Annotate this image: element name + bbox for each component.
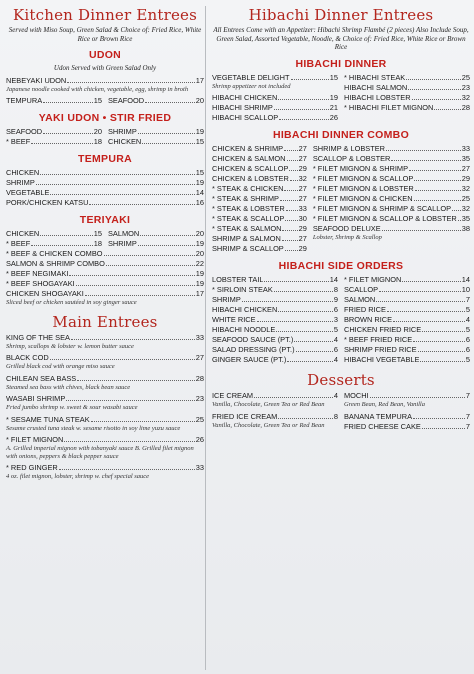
- teriyaki-grid: [6, 229, 204, 249]
- menu-item: * FILET MIGNON 26: [6, 435, 204, 444]
- kitchen-title: Kitchen Dinner Entrees: [12, 6, 198, 24]
- item-desc: Grilled black cod with orange miso sauce: [6, 363, 115, 370]
- menu-item: CHICKEN 15: [108, 137, 204, 146]
- hibachi-dinner-grid: [212, 73, 470, 124]
- menu-item: CHICKEN SHOGAYAKI 17: [6, 289, 204, 298]
- menu-item: HIBACHI SCALLOP 26: [212, 113, 338, 122]
- menu-item: * BEEF 18: [6, 137, 102, 146]
- menu-item: * HIBACHI STEAK 25: [344, 72, 470, 82]
- right-column: [212, 0, 470, 432]
- menu-item: HIBACHI LOBSTER 32: [344, 92, 470, 102]
- menu-item: * RED GINGER 33: [6, 463, 204, 472]
- menu-item: SEAFOOD DELUXE 38: [312, 224, 470, 233]
- hibachi-side-heading: HIBACHI SIDE ORDERS: [278, 260, 404, 272]
- menu-item: CHICKEN 15: [6, 229, 102, 238]
- menu-item: ICE CREAM 4: [212, 391, 338, 400]
- yaki-heading: YAKI UDON • STIR FRIED: [38, 112, 172, 124]
- menu-item: SALMON & SHRIMP COMBO 22: [6, 259, 204, 268]
- menu-item: MOCHI 7: [344, 391, 470, 400]
- menu-item: SALMON 7: [344, 295, 470, 304]
- menu-item: * FILET MIGNON & CHICKEN 25: [312, 194, 470, 203]
- menu-item: * BEEF & CHICKEN COMBO 20: [6, 249, 204, 258]
- menu-item: SHRIMP & SCALLOP 29: [212, 244, 307, 253]
- item-desc: Sesame crusted tuna steak w. sesame risotto in soy lime yuzu sauce: [6, 424, 181, 432]
- menu-item: HIBACHI SHRIMP 21: [212, 103, 338, 112]
- menu-item: SHRIMP 19: [108, 127, 204, 136]
- menu-item: HIBACHI CHICKEN 19: [212, 93, 338, 102]
- menu-item: CHICKEN FRIED RICE 5: [344, 325, 470, 334]
- menu-item: CHICKEN & SCALLOP 29: [212, 164, 307, 173]
- menu-item: SHRIMP 9: [212, 295, 338, 304]
- menu-item: * FILET MIGNON 14: [344, 275, 470, 284]
- menu-item: * FILET MIGNON & SCALLOP 29: [312, 174, 470, 183]
- menu-item: SHRIMP 19: [108, 239, 204, 248]
- menu-item: CHICKEN 15: [6, 168, 204, 177]
- hibachi-title: Hibachi Dinner Entrees: [248, 6, 434, 24]
- menu-item: HIBACHI SALMON 23: [344, 82, 470, 92]
- left-column: [6, 0, 204, 484]
- menu-item: * BEEF NEGIMAKI 19: [6, 269, 204, 278]
- menu-item: * FILET MIGNON & SCALLOP & LOBSTER 35: [312, 214, 470, 223]
- menu-item: PORK/CHICKEN KATSU 16: [6, 198, 204, 207]
- menu-item: FRIED CHEESE CAKE 7: [344, 421, 470, 431]
- item-desc: 4 oz. filet mignon, lobster, shrimp w. chef special sauce: [6, 473, 150, 480]
- menu-item: * STEAK & SALMON 29: [212, 224, 307, 233]
- menu-item: SHRIMP & LOBSTER 33: [312, 144, 470, 153]
- menu-item: KING OF THE SEA 33: [6, 332, 204, 342]
- desserts-title: Desserts: [307, 371, 375, 389]
- menu-item: CHICKEN & SHRIMP 27: [212, 144, 307, 153]
- item-desc: Steamed sea bass with chives, black bean sauce: [6, 383, 131, 391]
- hibachi-combo-grid: [212, 144, 470, 254]
- hibachi-dinner-heading: HIBACHI DINNER: [295, 57, 387, 70]
- menu-item: * HIBACHI FILET MIGNON 28: [344, 102, 470, 112]
- menu-item: CHILEAN SEA BASS 28: [6, 373, 204, 383]
- main-entrees-title: Main Entrees: [52, 312, 158, 331]
- teriyaki-heading: TERIYAKI: [79, 214, 131, 226]
- menu-item: SHRIMP 19: [6, 178, 204, 187]
- menu-item: SHRIMP FRIED RICE 6: [344, 345, 470, 354]
- menu-item: FRIED ICE CREAM 8: [212, 411, 338, 421]
- menu-item: WHITE RICE 3: [212, 315, 338, 324]
- item-desc: Shrimp, scallops & lobster w. lemon butter sauce: [6, 342, 134, 350]
- menu-item: SHRIMP & SALMON 27: [212, 234, 307, 243]
- hibachi-subtitle: All Entrees Come with an Appetizer: Hibachi Shrimp Flambé (2 pieces) Also Include Soup, Green Salad, Assorted Vegetable, Noodle, & Choice of: Fried Rice, White Rice or Brown Rice: [213, 26, 469, 51]
- udon-note: Udon Served with Green Salad Only: [53, 64, 157, 72]
- menu-item: * FILET MIGNON & SHRIMP & SCALLOP 32: [312, 204, 470, 213]
- item-desc: Vanilla, Chocolate, Green Tea or Red Bean: [212, 421, 325, 429]
- menu-item: LOBSTER TAIL 14: [212, 275, 338, 284]
- menu-item: * FILET MIGNON & SHRIMP 27: [312, 164, 470, 173]
- menu-item: BANANA TEMPURA 7: [344, 411, 470, 421]
- kitchen-subtitle: Served with Miso Soup, Green Salad & Choice of: Fried Rice, White Rice or Brown Rice: [8, 26, 202, 43]
- menu-item: VEGETABLE 14: [6, 188, 204, 197]
- menu-item: SEAFOOD 20: [108, 96, 204, 105]
- menu-item: * STEAK & LOBSTER 33: [212, 204, 307, 213]
- menu-item: * STEAK & CHICKEN 27: [212, 184, 307, 193]
- hibachi-side-grid: [212, 275, 470, 365]
- menu-item: SCALLOP 10: [344, 285, 470, 294]
- menu-item: SEAFOOD SAUCE (PT.) 4: [212, 335, 338, 344]
- menu-item: * STEAK & SHRIMP 27: [212, 194, 307, 203]
- item-desc: Shrimp appetizer not included: [212, 82, 291, 90]
- menu-item: CHICKEN & SALMON 27: [212, 154, 307, 163]
- item-desc: A. Grilled imperial mignon with tobanyaki sauce B. Grilled filet mignon with onions, peppers & black pepper sauce: [6, 445, 194, 460]
- item-desc: Lobster, Shrimp & Scallop: [312, 234, 382, 241]
- item-desc: Vanilla, Chocolate, Green Tea or Red Bean: [212, 401, 325, 408]
- menu-item: GINGER SAUCE (PT.) 4: [212, 355, 338, 364]
- item-desc: Fried jumbo shrimp w. sweet & sour wasabi sauce: [6, 404, 138, 411]
- menu-item: HIBACHI NOODLE 5: [212, 325, 338, 334]
- yaki-grid: [6, 127, 204, 147]
- menu-item: * SIRLOIN STEAK 8: [212, 285, 338, 294]
- menu-item: * BEEF 18: [6, 239, 102, 248]
- menu-item: * BEEF SHOGAYAKI 19: [6, 279, 204, 288]
- menu-item: HIBACHI VEGETABLE 5: [344, 355, 470, 364]
- menu-item: SALAD DRESSING (PT.) 6: [212, 345, 338, 354]
- menu-item: SCALLOP & LOBSTER 35: [312, 154, 470, 163]
- menu-item: TEMPURA 15: [6, 96, 102, 105]
- menu-item: VEGETABLE DELIGHT 15: [212, 72, 338, 82]
- menu-item: WASABI SHRIMP 23: [6, 394, 204, 403]
- menu-item: FRIED RICE 5: [344, 305, 470, 314]
- menu-item: BROWN RICE 4: [344, 315, 470, 324]
- tempura-heading: TEMPURA: [77, 153, 132, 165]
- menu-item: NEBEYAKI UDON 17: [6, 75, 204, 85]
- desserts-grid: [212, 391, 470, 432]
- menu-item: BLACK COD 27: [6, 353, 204, 362]
- menu-item: SALMON 20: [108, 229, 204, 238]
- item-desc: Japanese noodle cooked with chicken, vegetable, egg, shrimp in broth: [6, 85, 189, 93]
- hibachi-combo-heading: HIBACHI DINNER COMBO: [272, 129, 410, 141]
- menu-item: CHICKEN & LOBSTER 32: [212, 174, 307, 183]
- menu-item: SEAFOOD 20: [6, 127, 102, 136]
- menu-item: * FILET MIGNON & LOBSTER 32: [312, 184, 470, 193]
- udon-heading: UDON: [88, 49, 122, 61]
- udon-pair: [6, 96, 204, 106]
- menu-item: * SESAME TUNA STEAK 25: [6, 414, 204, 424]
- column-divider: [205, 6, 206, 670]
- item-desc: Green Bean, Red Bean, Vanilla: [344, 401, 425, 408]
- item-desc: Sliced beef or chicken sautéed in soy ginger sauce: [6, 299, 137, 306]
- menu-item: * BEEF FRIED RICE 6: [344, 335, 470, 344]
- menu-item: HIBACHI CHICKEN 6: [212, 305, 338, 314]
- menu-item: * STEAK & SCALLOP 30: [212, 214, 307, 223]
